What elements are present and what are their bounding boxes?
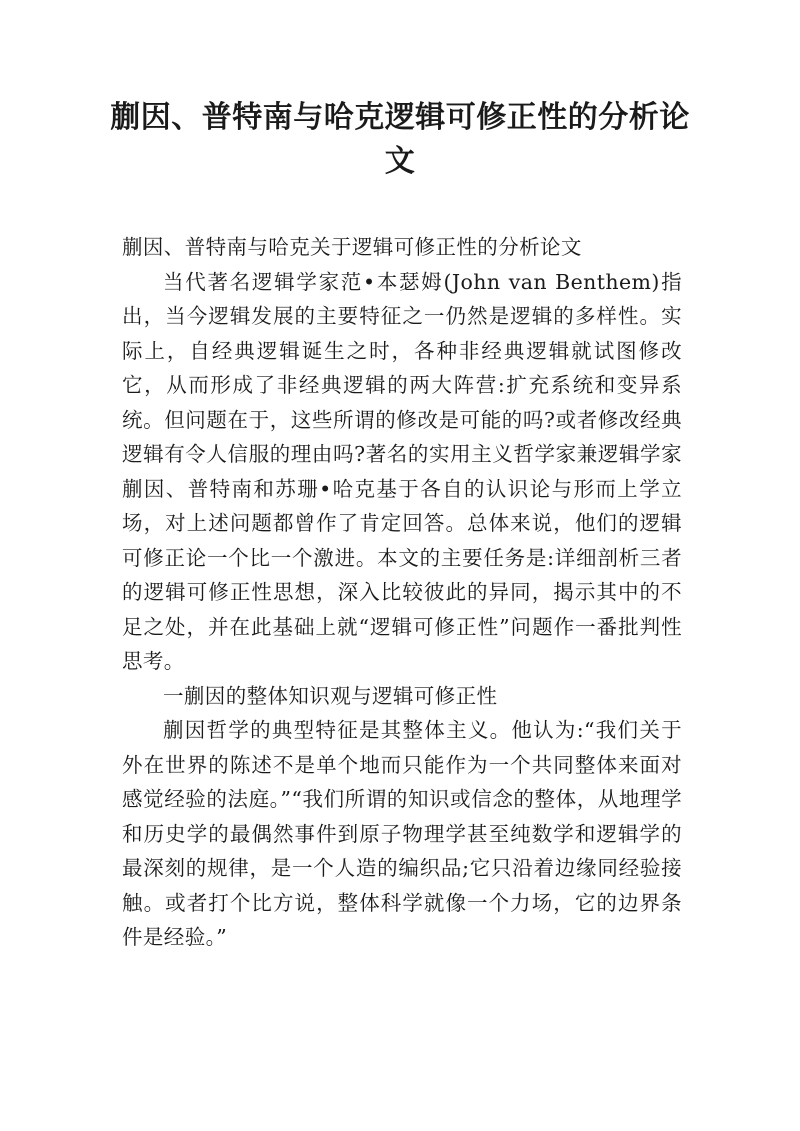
document-title: 蒯因、普特南与哈克逻辑可修正性的分析论文	[110, 100, 690, 179]
section-heading: 一蒯因的整体知识观与逻辑可修正性	[163, 683, 498, 708]
document-subtitle: 蒯因、普特南与哈克关于逻辑可修正性的分析论文	[122, 235, 582, 259]
section-paragraph: 蒯因哲学的典型特征是其整体主义。他认为:“我们关于外在世界的陈述不是单个地而只能作为一个共同整体来面对感觉经验的法庭。”“我们所谓的知识或信念的整体，从地理学和历史学的最偶然事件到原子物理学甚至纯数学和逻辑学的最深刻的规律，是一个人造的编织品;它只沿着边缘同经验接触。或者打个比方说，整体科学就像一个力场，它的边界条件是经验。”	[122, 718, 682, 949]
document-body	[122, 230, 682, 955]
intro-paragraph: 当代著名逻辑学家范•本瑟姆(John van Benthem)指出，当今逻辑发展的主要特征之一仍然是逻辑的多样性。实际上，自经典逻辑诞生之时，各种非经典逻辑就试图修改它，从而形成了非经典逻辑的两大阵营:扩充系统和变异系统。但问题在于，这些所谓的修改是可能的吗?或者修改经典逻辑有令人信服的理由吗?著名的实用主义哲学家兼逻辑学家蒯因、普特南和苏珊•哈克基于各自的认识论与形而上学立场，对上述问题都曾作了肯定回答。总体来说，他们的逻辑可修正论一个比一个激进。本文的主要任务是:详细剖析三者的逻辑可修正性思想，深入比较彼此的异同，揭示其中的不足之处，并在此基础上就“逻辑可修正性”问题作一番批判性思考。	[122, 269, 682, 673]
